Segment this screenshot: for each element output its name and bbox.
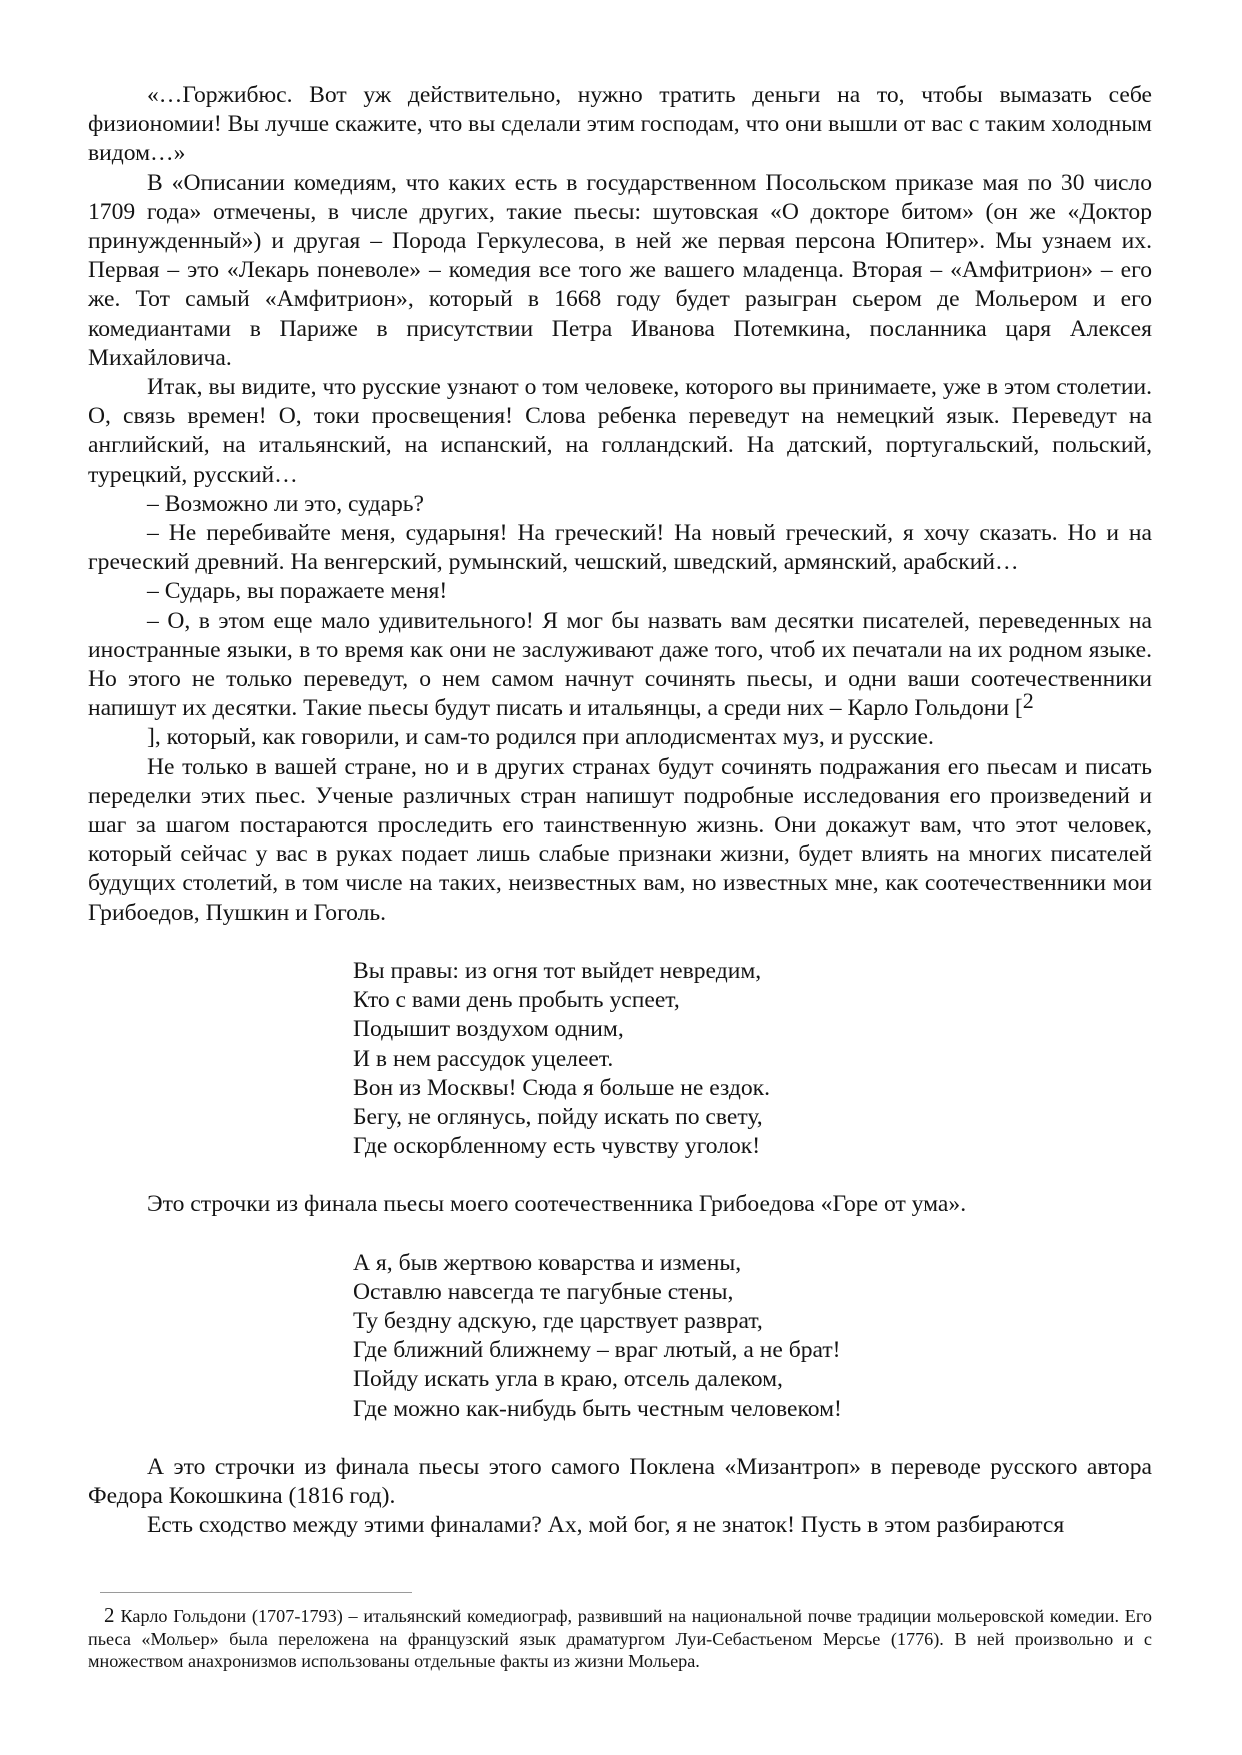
verse-line: И в нем рассудок уцелеет.: [353, 1045, 614, 1072]
verse-line: Подышит воздухом одним,: [353, 1016, 624, 1043]
paragraph: ], который, как говорили, и сам-то родился при аплодисментах муз, и русские.: [147, 724, 934, 751]
dialogue-line: [88, 607, 1152, 724]
paragraph: Есть сходство между этими финалами? Ах, мой бог, я не знаток! Пусть в этом разбираются: [147, 1512, 1065, 1539]
main-text: [88, 81, 1152, 1540]
footnote-reference[interactable]: 2: [1022, 688, 1034, 714]
verse-line: Вы правы: из огня тот выйдет невредим,: [353, 957, 762, 984]
verse-line: Бегу, не оглянусь, пойду искать по свету,: [353, 1103, 763, 1130]
paragraph: Не только в вашей стране, но и в других странах будут сочинять подражания его пьесам и писать переделки этих пьес. Ученые различных стран напишут подробные исследования его произведений и шаг за шагом постараются проследить его таинственную жизнь. Они докажут вам, что этот человек, который сейчас у вас в руках подает лишь слабые признаки жизни, будет влиять на многих писателей будущих столетий, в том числе на таких, неизвестных вам, но известных мне, как соотечественники мои Грибоедов, Пушкин и Гоголь.: [88, 753, 1152, 926]
paragraph: Итак, вы видите, что русские узнают о том человеке, которого вы принимаете, уже в этом столетии. О, связь времен! О, токи просвещения! Слова ребенка переведут на немецкий язык. Переведут на английский, на итальянский, на испанский, на голландский. На датский, португальский, польский, турецкий, русский…: [88, 374, 1152, 488]
verse-line: Где можно как-нибудь быть честным человеком!: [353, 1395, 842, 1422]
paragraph-text: – О, в этом еще мало удивительного! Я мог бы назвать вам десятки писателей, переведенных на иностранные языки, в то время как они не заслуживают даже того, чтоб их печатали на их родном языке. Но этого не только переведут, о нем самом начнут сочинять пьесы, и одни ваши соотечественники напишут их десятки. Такие пьесы будут писать и итальянцы, а среди них – Карло Гольдони [: [88, 607, 1152, 722]
footnote-text: Карло Гольдони (1707-1793) – итальянский комедиограф, развивший на национальной почве традиции мольеровской комедии. Его пьеса «Мольер» была переложена на французский язык драматургом Луи-Себастьеном Мерсье (1776). В ней произвольно и с множеством анахронизмов использованы отдельные факты из жизни Мольера.: [88, 1606, 1152, 1672]
dialogue-line: – Возможно ли это, сударь?: [147, 490, 424, 517]
paragraph: Это строчки из финала пьесы моего соотечественника Грибоедова «Горе от ума».: [147, 1191, 967, 1218]
verse-line: Оставлю навсегда те пагубные стены,: [353, 1278, 734, 1305]
verse-line: А я, быв жертвою коварства и измены,: [353, 1249, 742, 1276]
paragraph: А это строчки из финала пьесы этого самого Поклена «Мизантроп» в переводе русского автора Федора Кокошкина (1816 год).: [88, 1453, 1152, 1509]
paragraph: В «Описании комедиям, что каких есть в государственном Посольском приказе мая по 30 число 1709 года» отмечены, в числе других, такие пьесы: шутовская «О докторе битом» (он же «Доктор принужденный») и другая – Порода Геркулесова, в ней же первая персона Юпитер». Мы узнаем их. Первая – это «Лекарь поневоле» – комедия все того же вашего младенца. Вторая – «Амфитрион» – его же. Тот самый «Амфитрион», который в 1668 году будет разыгран сьером де Мольером и его комедиантами в Париже в присутствии Петра Иванова Потемкина, посланника царя Алексея Михайловича.: [88, 169, 1152, 371]
verse-line: Вон из Москвы! Сюда я больше не ездок.: [353, 1074, 771, 1101]
footnote-divider: [100, 1592, 412, 1593]
dialogue-line: – Не перебивайте меня, сударыня! На греческий! На новый греческий, я хочу сказать. Но и на греческий древний. На венгерский, румынский, чешский, шведский, армянский, арабский…: [88, 520, 1152, 576]
footnote-mark: 2: [104, 1603, 115, 1627]
dialogue-line: – Сударь, вы поражаете меня!: [147, 578, 448, 605]
verse-line: Где оскорбленному есть чувству уголок!: [353, 1133, 761, 1160]
verse-block-griboedov: [353, 957, 1152, 1161]
paragraph: «…Горжибюс. Вот уж действительно, нужно тратить деньги на то, чтобы вымазать себе физиономии! Вы лучше скажите, что вы сделали этим господам, что они вышли от вас с таким холодным видом…»: [88, 82, 1152, 167]
verse-line: Пойду искать угла в краю, отсель далеком,: [353, 1366, 783, 1393]
verse-line: Где ближний ближнему – враг лютый, а не брат!: [353, 1337, 841, 1364]
verse-line: Кто с вами день пробыть успеет,: [353, 987, 680, 1014]
verse-line: Ту бездну адскую, где царствует разврат,: [353, 1307, 763, 1334]
verse-block-misanthrope: [353, 1249, 1152, 1424]
footnote: [88, 1604, 1152, 1673]
